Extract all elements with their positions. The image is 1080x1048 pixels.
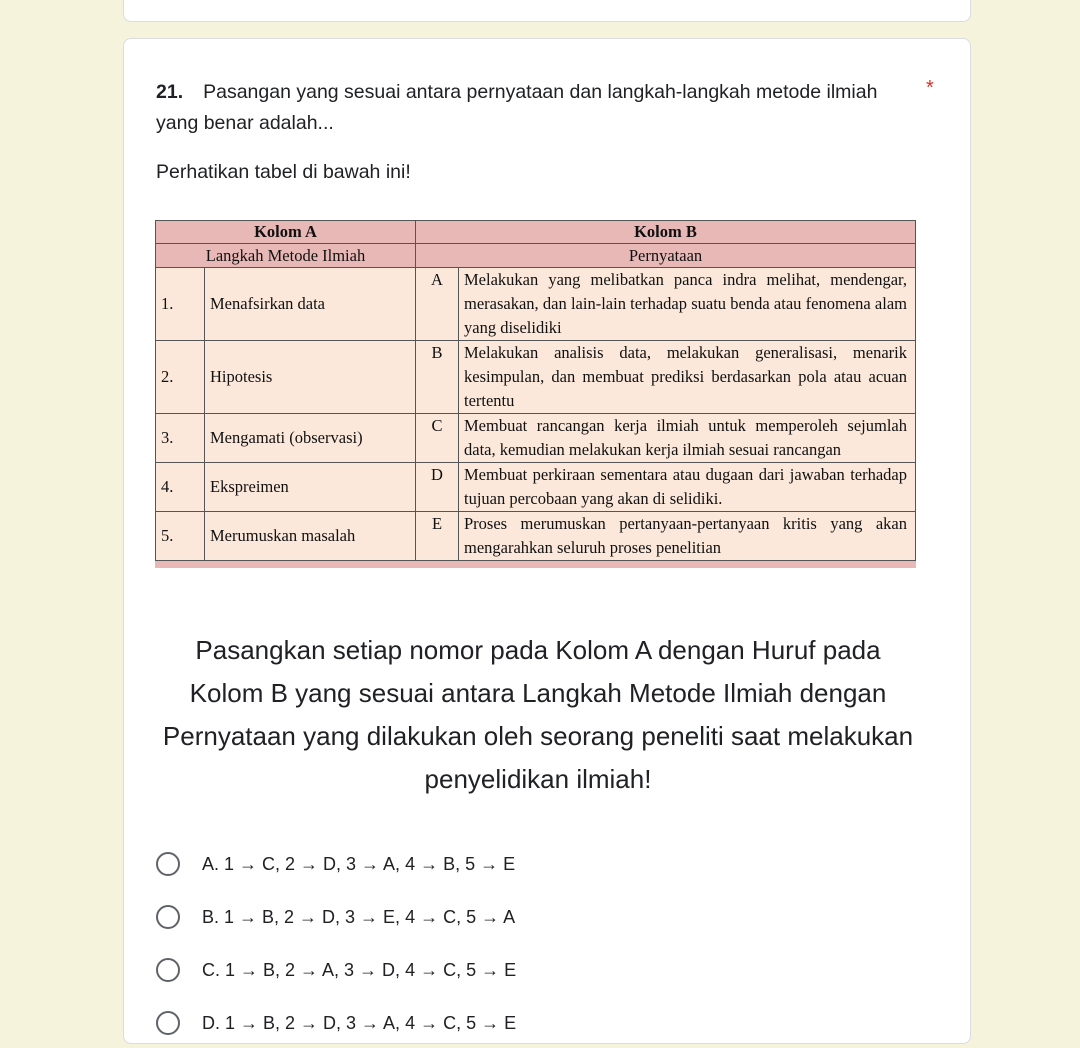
row-number: 2. [156, 341, 205, 414]
radio-circle-icon[interactable] [156, 905, 180, 929]
row-statement: Membuat rancangan kerja ilmiah untuk memperoleh sejumlah data, kemudian melakukan kerja ilmiah sesuai rancangan [459, 414, 916, 463]
row-letter: B [416, 341, 459, 414]
radio-circle-icon[interactable] [156, 852, 180, 876]
row-letter: A [416, 268, 459, 341]
question-number: 21. [156, 81, 184, 103]
table-row [156, 463, 916, 512]
row-number: 3. [156, 414, 205, 463]
col-b-subheader: Pernyataan [416, 244, 916, 268]
table-bottom-band [155, 561, 916, 568]
row-step: Ekspreimen [205, 463, 416, 512]
row-number: 4. [156, 463, 205, 512]
question-image-table [155, 220, 917, 568]
previous-question-card [123, 0, 971, 22]
radio-circle-icon[interactable] [156, 1011, 180, 1035]
option-label: C. 1 → B, 2 → A, 3 → D, 4 → C, 5 → E [202, 959, 517, 980]
row-letter: C [416, 414, 459, 463]
row-number: 1. [156, 268, 205, 341]
row-number: 5. [156, 512, 205, 561]
option-label: B. 1 → B, 2 → D, 3 → E, 4 → C, 5 → A [202, 906, 516, 927]
option-label: A. 1 → C, 2 → D, 3 → A, 4 → B, 5 → E [202, 853, 516, 874]
table-row [156, 414, 916, 463]
option-c[interactable] [156, 955, 756, 985]
row-step: Hipotesis [205, 341, 416, 414]
table-row [156, 512, 916, 561]
row-step: Merumuskan masalah [205, 512, 416, 561]
row-statement: Melakukan analisis data, melakukan generalisasi, menarik kesimpulan, dan membuat prediksi berdasarkan pola atau acuan tertentu [459, 341, 916, 414]
option-b[interactable] [156, 902, 756, 932]
option-label: D. 1 → B, 2 → D, 3 → A, 4 → C, 5 → E [202, 1012, 517, 1033]
required-asterisk: * [926, 77, 934, 99]
row-statement: Membuat perkiraan sementara atau dugaan dari jawaban terhadap tujuan percobaan yang akan di selidiki. [459, 463, 916, 512]
col-a-header: Kolom A [156, 221, 416, 244]
row-step: Menafsirkan data [205, 268, 416, 341]
option-d[interactable] [156, 1008, 756, 1038]
col-a-subheader: Langkah Metode Ilmiah [156, 244, 416, 268]
row-letter: E [416, 512, 459, 561]
row-step: Mengamati (observasi) [205, 414, 416, 463]
col-b-header: Kolom B [416, 221, 916, 244]
question-text: Pasangan yang sesuai antara pernyataan dan langkah-langkah metode ilmiah yang benar adalah... [156, 81, 878, 134]
question-instruction: Pasangkan setiap nomor pada Kolom A dengan Huruf pada Kolom B yang sesuai antara Langkah Metode Ilmiah dengan Pernyataan yang dilakukan oleh seorang peneliti saat melakukan penyelidikan ilmiah! [162, 635, 914, 794]
table-row [156, 268, 916, 341]
row-statement: Proses merumuskan pertanyaan-pertanyaan kritis yang akan mengarahkan seluruh proses penelitian [459, 512, 916, 561]
row-statement: Melakukan yang melibatkan panca indra melihat, mendengar, merasakan, dan lain-lain terhadap suatu benda atau fenomena alam yang diselidiki [459, 268, 916, 341]
question-card [123, 38, 971, 1044]
radio-circle-icon[interactable] [156, 958, 180, 982]
row-letter: D [416, 463, 459, 512]
matching-table [155, 220, 916, 561]
question-title [156, 77, 896, 139]
question-subtitle: Perhatikan tabel di bawah ini! [156, 161, 411, 183]
table-row [156, 341, 916, 414]
option-a[interactable] [156, 849, 756, 879]
